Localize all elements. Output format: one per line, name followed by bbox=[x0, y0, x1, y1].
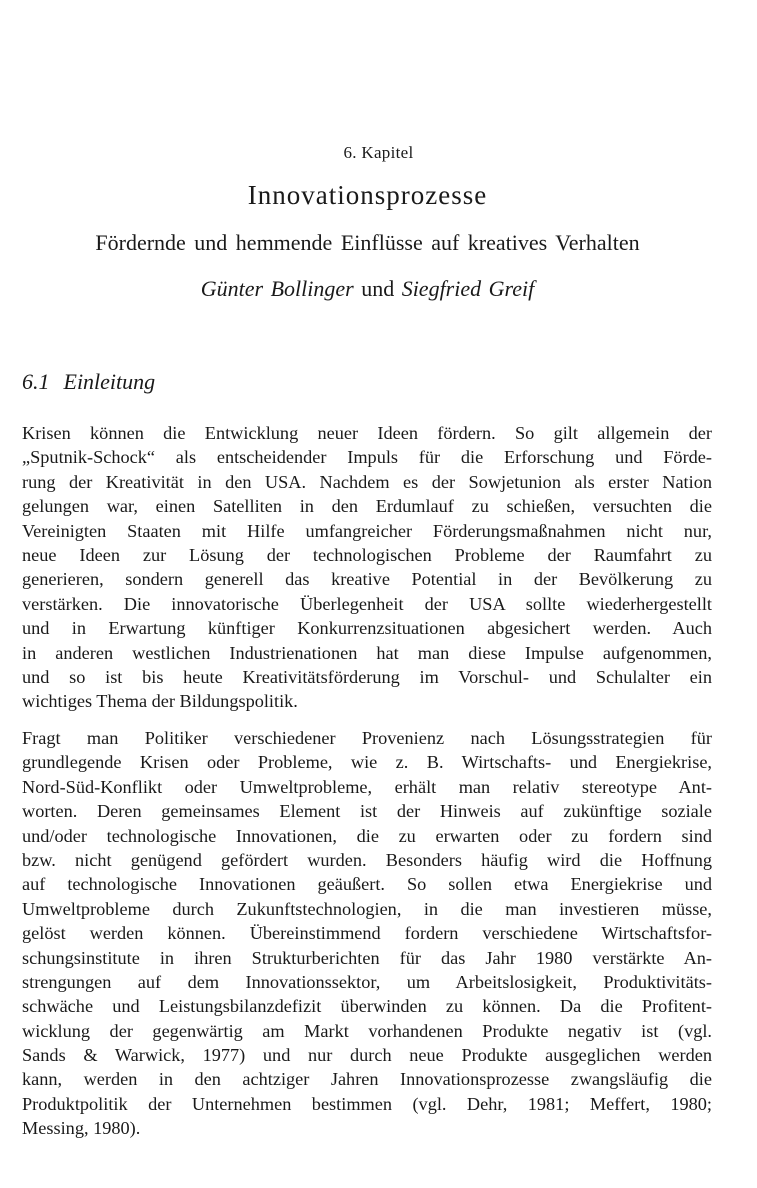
text-line: neue Ideen zur Lösung der technologischen Probleme der Raumfahrt zu bbox=[22, 544, 712, 565]
text-line: und so ist bis heute Kreativitätsförderung im Vorschul- und Schulalter ein bbox=[22, 666, 712, 687]
text-line: schwäche und Leistungsbilanzdefizit überwinden zu können. Da die Profitent- bbox=[22, 996, 712, 1017]
text-line: und/oder technologische Innovationen, die zu erwarten oder zu fordern sind bbox=[22, 825, 712, 846]
text-line: Umweltprobleme durch Zukunftstechnologien, in die man investieren müsse, bbox=[22, 898, 712, 919]
section-heading bbox=[22, 369, 155, 395]
section-title: Einleitung bbox=[63, 369, 156, 394]
text-line: Messing, 1980). bbox=[22, 1118, 141, 1139]
text-line: in anderen westlichen Industrienationen hat man diese Impulse aufgenommen, bbox=[22, 642, 712, 663]
text-line: kann, werden in den achtziger Jahren Innovationsprozesse zwangsläufig die bbox=[22, 1069, 712, 1090]
text-line: worten. Deren gemeinsames Element ist der Hinweis auf zukünftige soziale bbox=[22, 801, 712, 822]
paragraph bbox=[22, 421, 712, 714]
chapter-subtitle: Fördernde und hemmende Einflüsse auf kreatives Verhalten bbox=[95, 230, 640, 255]
text-line: bzw. nicht genügend gefördert wurden. Besonders häufig wird die Hoffnung bbox=[22, 849, 712, 870]
text-line: wichtiges Thema der Bildungspolitik. bbox=[22, 691, 298, 712]
text-line: Krisen können die Entwicklung neuer Ideen fördern. So gilt allgemein der bbox=[22, 423, 712, 443]
text-line: rung der Kreativität in den USA. Nachdem es der Sowjetunion als erster Nation bbox=[22, 471, 712, 492]
text-line: Vereinigten Staaten mit Hilfe umfangreicher Förderungsmaßnahmen nicht nur, bbox=[22, 520, 712, 541]
text-line: strengungen auf dem Innovationssektor, um Arbeitslosigkeit, Produktivitäts- bbox=[22, 971, 712, 992]
text-line: generieren, sondern generell das kreative Potential in der Bevölkerung zu bbox=[22, 569, 712, 590]
text-line: Produktpolitik der Unternehmen bestimmen (vgl. Dehr, 1981; Meffert, 1980; bbox=[22, 1093, 712, 1114]
author-conjunction: und bbox=[361, 276, 395, 301]
text-line: verstärken. Die innovatorische Überlegenheit der USA sollte wiederhergestellt bbox=[22, 593, 712, 614]
text-line: Sands & Warwick, 1977) und nur durch neue Produkte ausgeglichen werden bbox=[22, 1045, 712, 1066]
section-number: 6.1 bbox=[22, 369, 50, 394]
text-line: gelöst werden können. Übereinstimmend fordern verschiedene Wirtschaftsfor- bbox=[22, 923, 712, 944]
text-line: grundlegende Krisen oder Probleme, wie z. B. Wirtschafts- und Energiekrise, bbox=[22, 752, 712, 773]
chapter-title: Innovationsprozesse bbox=[247, 180, 488, 210]
text-line: und in Erwartung künftiger Konkurrenzsituationen abgesichert werden. Auch bbox=[22, 618, 712, 639]
chapter-number: 6. Kapitel bbox=[343, 143, 414, 162]
text-line: gelungen war, einen Satelliten in den Erdumlauf zu schießen, versuchten die bbox=[22, 496, 712, 517]
text-line: wicklung der gegenwärtig am Markt vorhandenen Produkte negativ ist (vgl. bbox=[22, 1020, 712, 1041]
paragraph bbox=[22, 726, 712, 1141]
author-name: Günter Bollinger bbox=[200, 276, 354, 301]
text-line: auf technologische Innovationen geäußert. So sollen etwa Energiekrise und bbox=[22, 874, 712, 895]
text-line: Nord-Süd-Konflikt oder Umweltprobleme, erhält man relativ stereotype Ant- bbox=[22, 776, 712, 797]
text-line: schungsinstitute in ihren Strukturberichten für das Jahr 1980 verstärkte An- bbox=[22, 947, 712, 968]
text-line: „Sputnik-Schock“ als entscheidender Impuls für die Erforschung und Förde- bbox=[22, 447, 712, 468]
text-line: Fragt man Politiker verschiedener Provenienz nach Lösungsstrategien für bbox=[22, 728, 712, 748]
author-name: Siegfried Greif bbox=[401, 276, 535, 301]
chapter-authors bbox=[0, 276, 735, 302]
